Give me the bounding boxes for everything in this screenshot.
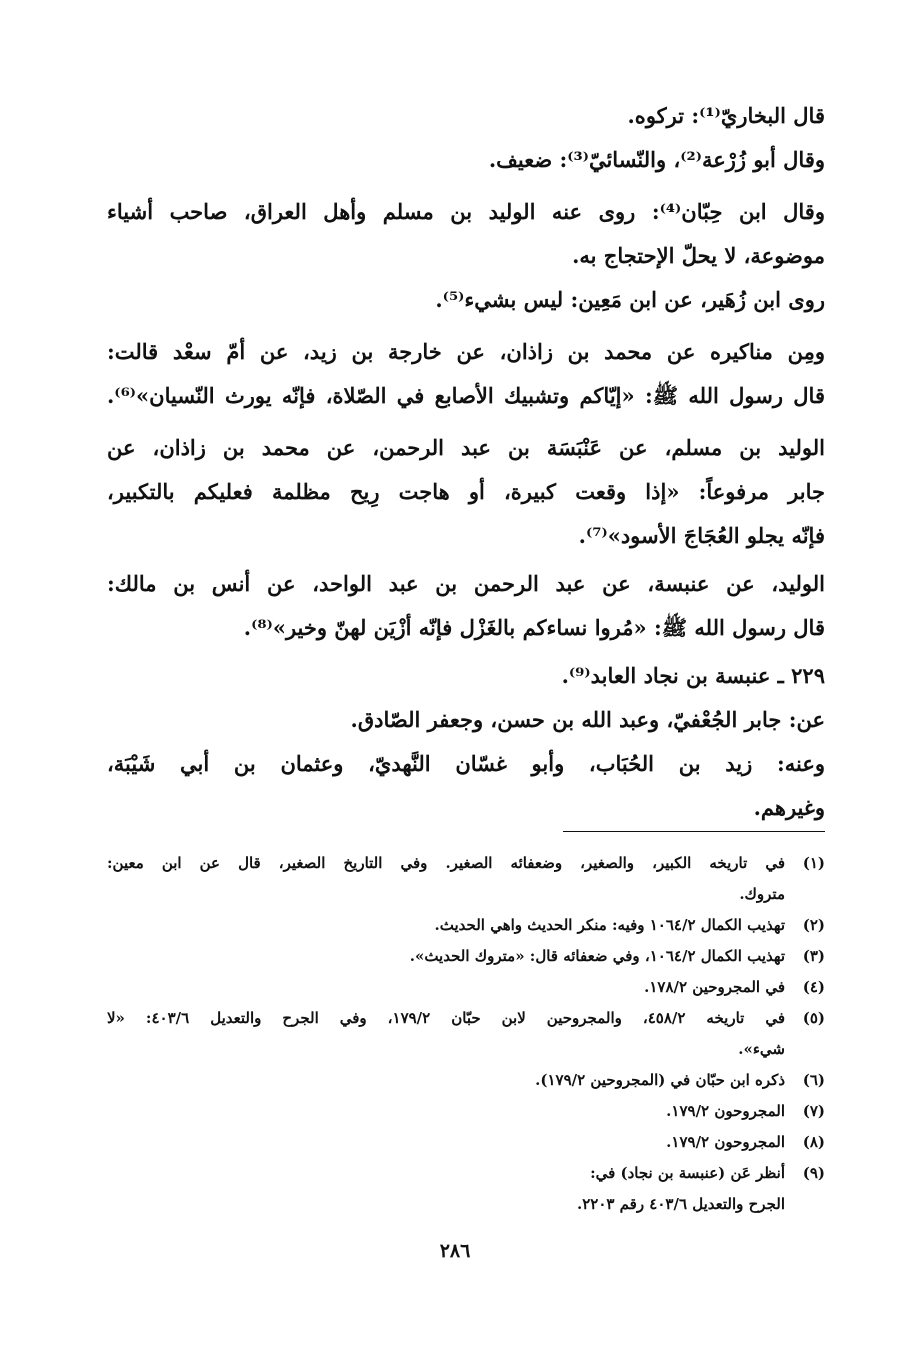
footnote-number: (٢) bbox=[802, 916, 825, 934]
footnotes bbox=[107, 848, 825, 1220]
footnote-number: (٨) bbox=[802, 1133, 825, 1151]
page-number: ٢٨٦ bbox=[439, 1240, 471, 1262]
text-line: وغيرهم. bbox=[753, 795, 825, 820]
footnote-number: (١) bbox=[802, 854, 825, 872]
footnote bbox=[107, 1158, 825, 1189]
footnote-text: تهذيب الكمال ١٠٦٤/٢، وفي ضعفائه قال: «متروك الحديث». bbox=[409, 947, 785, 965]
text-line: قال رسول الله ﷺ: «مُروا نساءكم بالغَزْل فإنّه أزْيَن لهنّ وخير»⁽⁸⁾. bbox=[243, 615, 825, 640]
paragraph-gap bbox=[107, 322, 825, 330]
footnote-text: المجروحون ١٧٩/٢. bbox=[666, 1133, 785, 1151]
footnote-divider bbox=[563, 831, 825, 832]
footnote-text: المجروحون ١٧٩/٢. bbox=[666, 1102, 785, 1120]
footnote bbox=[107, 1003, 825, 1034]
footnote-number: (٩) bbox=[802, 1164, 825, 1182]
footnote-continuation: شيء». bbox=[738, 1040, 785, 1058]
footnote bbox=[107, 848, 825, 879]
footnote-text: أنظر عَن (عنبسة بن نجاد) في: bbox=[590, 1164, 785, 1182]
footnote-text: في تاريخه ٤٥٨/٢، والمجروحين لابن حبّان ١٧٩/٢، وفي الجرح والتعديل ٤٠٣/٦: «لا bbox=[107, 1009, 785, 1027]
text-line: وقال أبو زُرْعة⁽²⁾، والنّسائيّ⁽³⁾: ضعيف. bbox=[488, 147, 825, 172]
text-line: جابر مرفوعاً: «إذا وقعت كبيرة، أو هاجت رِيح مظلمة فعليكم بالتكبير، bbox=[107, 479, 825, 504]
text-line: قال البخاريّ⁽¹⁾: تركوه. bbox=[627, 103, 825, 128]
text-line: روى ابن زُهَير، عن ابن مَعِين: ليس بشيء⁽⁵⁾. bbox=[435, 287, 825, 312]
footnote-number: (٤) bbox=[802, 978, 825, 996]
text-line: موضوعة، لا يحلّ الإحتجاج به. bbox=[572, 243, 825, 268]
footnote-text: ذكره ابن حبّان في (المجروحين ١٧٩/٢). bbox=[535, 1071, 785, 1089]
footnote-number: (٦) bbox=[802, 1071, 825, 1089]
text-line: قال رسول الله ﷺ: «إيّاكم وتشبيك الأصابع في الصّلاة، فإنّه يورث النّسيان»⁽⁶⁾. bbox=[107, 383, 825, 408]
footnote bbox=[107, 941, 825, 972]
text-line: وعنه: زيد بن الحُبَاب، وأبو غسّان النَّهديّ، وعثمان بن أبي شَيْبَة، bbox=[107, 751, 825, 776]
footnote-text: تهذيب الكمال ١٠٦٤/٢ وفيه: منكر الحديث واهي الحديث. bbox=[434, 916, 785, 934]
footnote-text: في تاريخه الكبير، والصغير، وضعفائه الصغير. وفي التاريخ الصغير، قال عن ابن معين: bbox=[107, 854, 785, 872]
footnote-text: في المجروحين ١٧٨/٢. bbox=[644, 978, 785, 996]
text-line: الوليد، عن عنبسة، عن عبد الرحمن بن عبد الواحد، عن أنس بن مالك: bbox=[107, 571, 825, 596]
text-line: وقال ابن حِبّان⁽⁴⁾: روى عنه الوليد بن مسلم وأهل العراق، صاحب أشياء bbox=[107, 199, 825, 224]
footnote bbox=[107, 1065, 825, 1096]
text-line: الوليد بن مسلم، عن عَنْبَسَة بن عبد الرحمن، عن محمد بن زاذان، عن bbox=[107, 435, 825, 460]
main-text bbox=[107, 94, 825, 830]
entry-heading: ٢٢٩ ـ عنبسة بن نجاد العابد⁽⁹⁾. bbox=[561, 663, 825, 688]
footnote-continuation: الجرح والتعديل ٤٠٣/٦ رقم ٢٢٠٣. bbox=[576, 1195, 785, 1213]
footnote bbox=[107, 972, 825, 1003]
footnote-number: (٧) bbox=[802, 1102, 825, 1120]
text-line: فإنّه يجلو العُجَاجَ الأسود»⁽⁷⁾. bbox=[578, 523, 825, 548]
paragraph-gap bbox=[107, 182, 825, 190]
paragraph-gap bbox=[107, 418, 825, 426]
text-line: عن: جابر الجُعْفيّ، وعبد الله بن حسن، وجعفر الصّادق. bbox=[350, 707, 825, 732]
footnote bbox=[107, 1127, 825, 1158]
footnote bbox=[107, 910, 825, 941]
footnote-continuation: متروك. bbox=[739, 885, 785, 903]
footnote-number: (٣) bbox=[802, 947, 825, 965]
footnote-number: (٥) bbox=[802, 1009, 825, 1027]
text-line: ومِن مناكيره عن محمد بن زاذان، عن خارجة بن زيد، عن أمّ سعْد قالت: bbox=[107, 339, 825, 364]
footnote bbox=[107, 1096, 825, 1127]
